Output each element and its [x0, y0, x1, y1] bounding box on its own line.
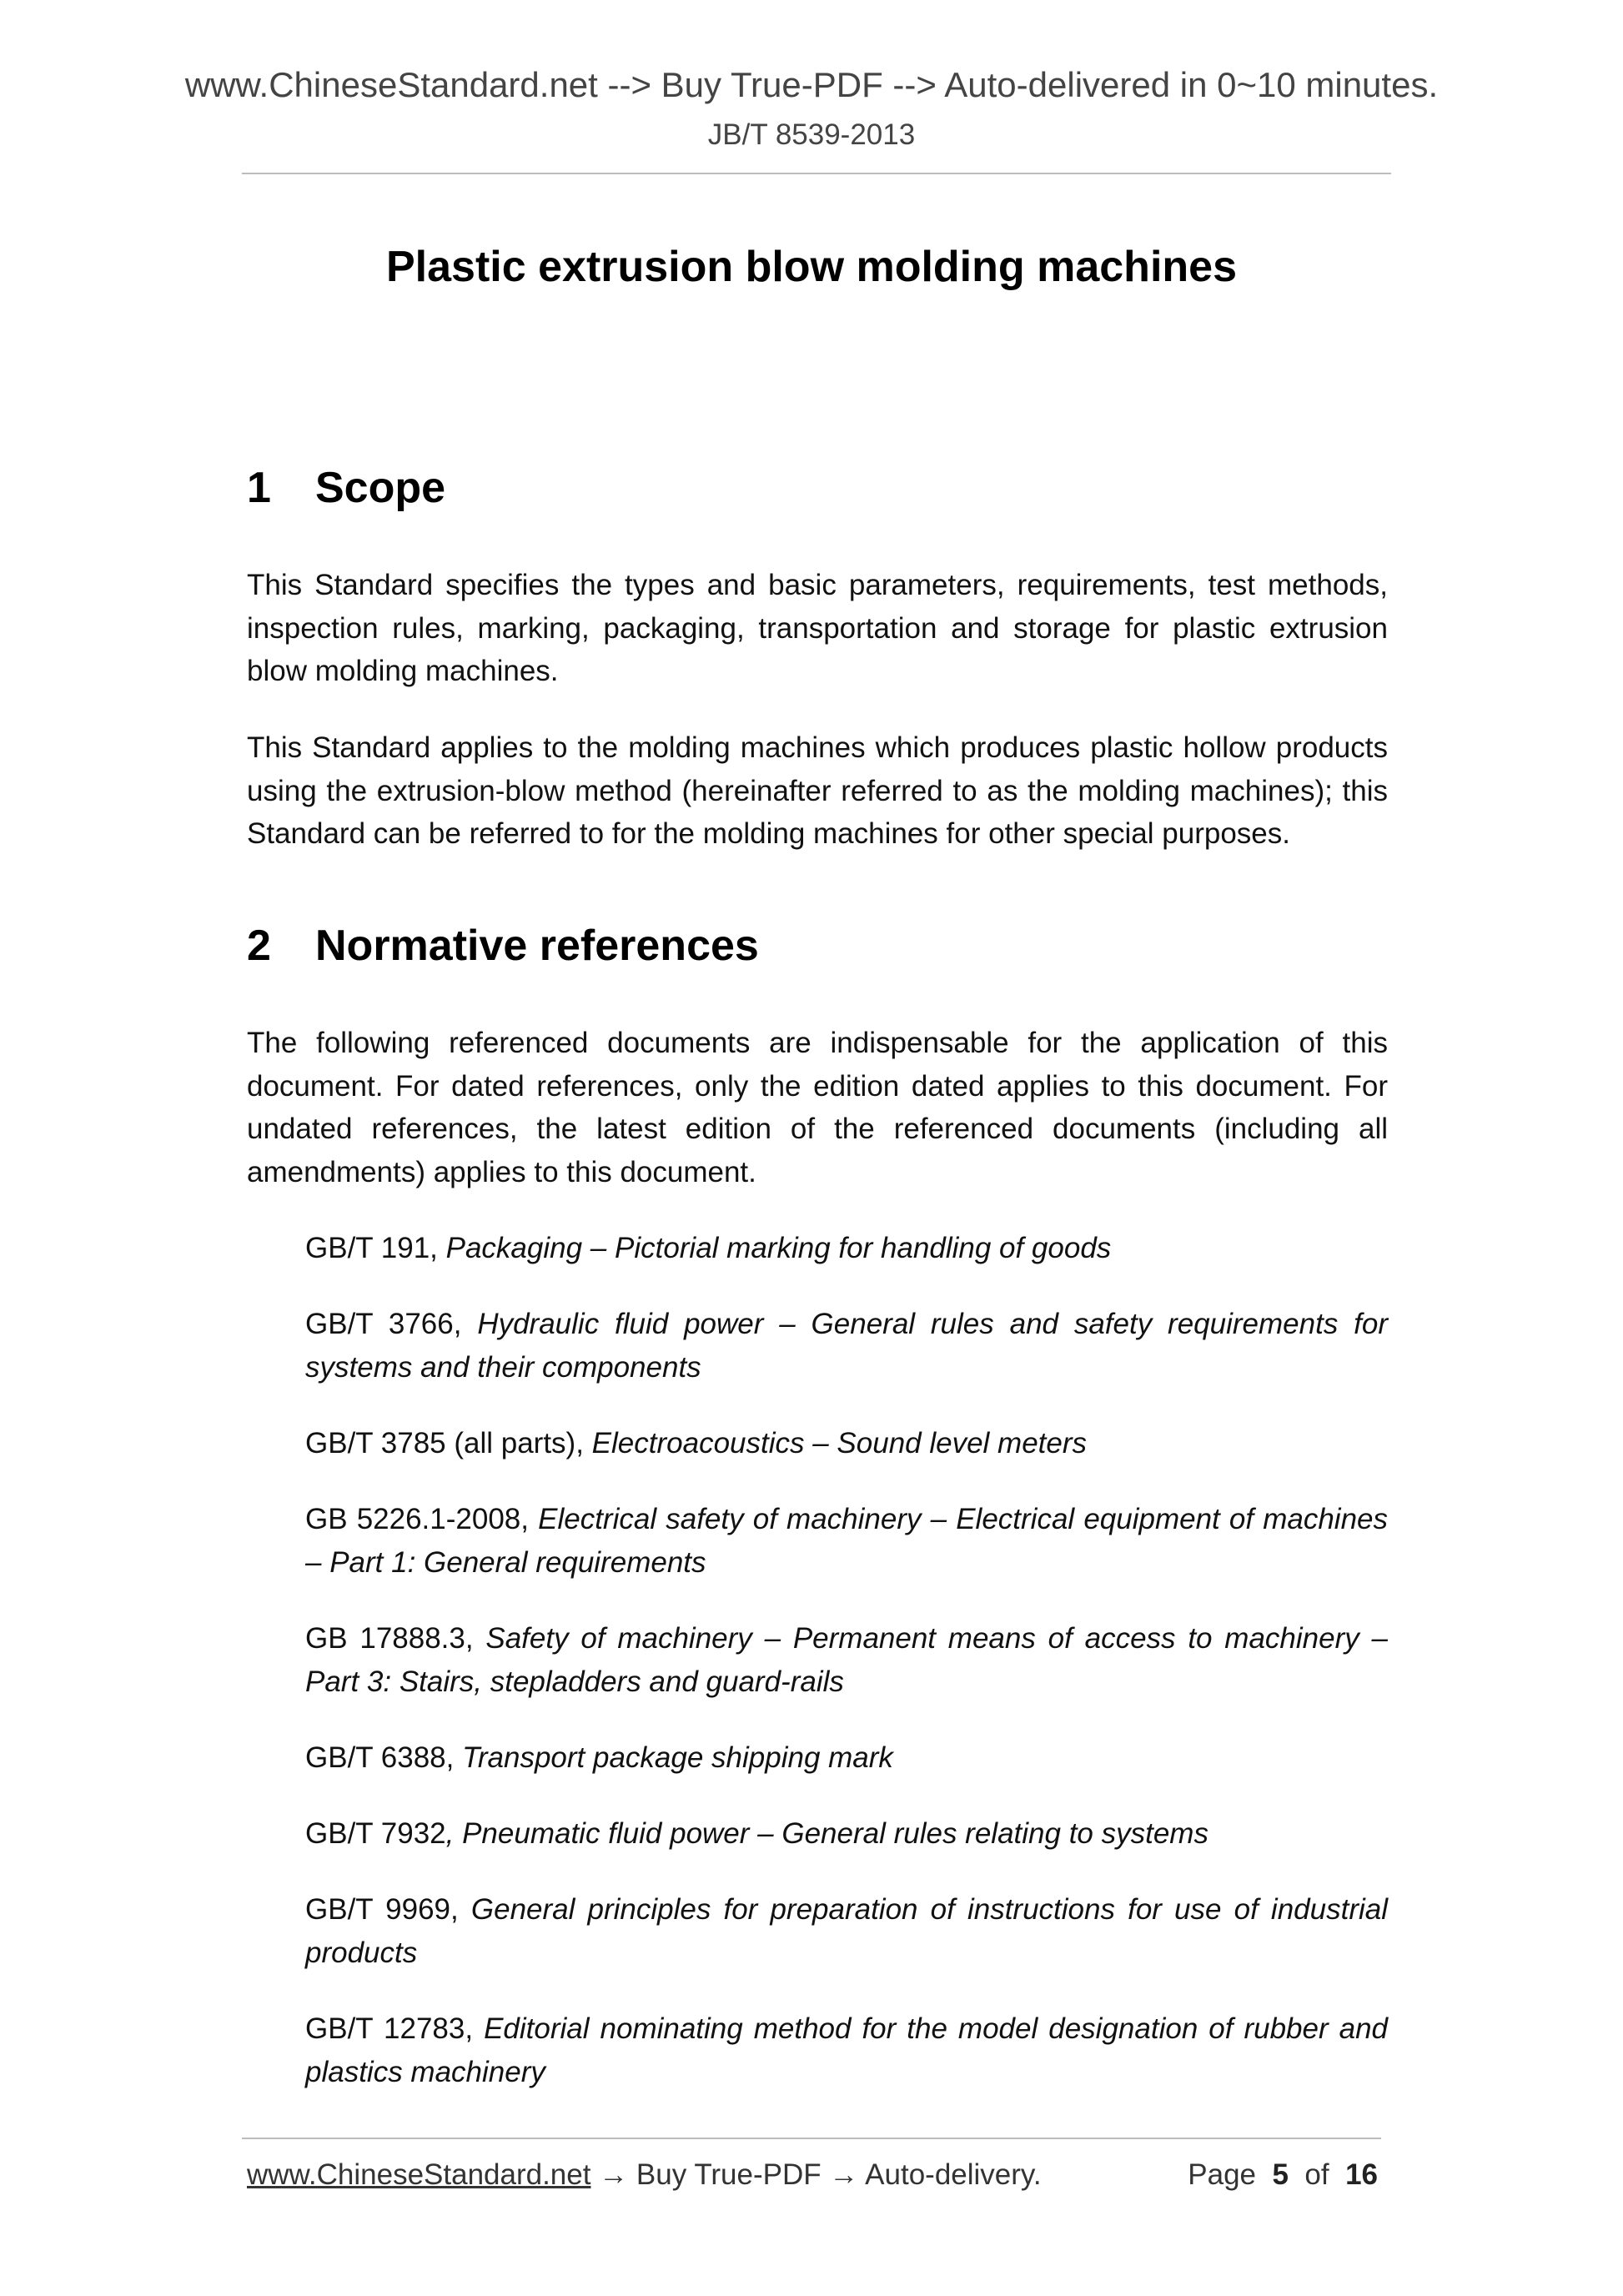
reference-item [305, 1617, 1388, 1703]
reference-title: Safety of machinery – Permanent means of access to machinery – Part 3: Stairs, stepladders and guard-rails [305, 1622, 1388, 1698]
total-pages: 16 [1345, 2158, 1378, 2191]
document-title: Plastic extrusion blow molding machines [386, 243, 1237, 291]
section-title: Normative references [315, 922, 759, 970]
section-title: Scope [315, 464, 446, 512]
section-number: 1 [247, 464, 271, 512]
reference-title: Transport package shipping mark [462, 1741, 893, 1774]
page-indicator [1188, 2158, 1378, 2192]
reference-code: GB/T 191, [305, 1232, 446, 1264]
footer-divider [242, 2138, 1381, 2139]
footer-promo [247, 2158, 1042, 2192]
footer-site-link[interactable]: www.ChineseStandard.net [247, 2158, 591, 2191]
reference-item [305, 1303, 1388, 1389]
header-standard-number: JB/T 8539-2013 [707, 118, 916, 151]
page-label: Page [1188, 2158, 1257, 2191]
reference-title: Hydraulic fluid power – General rules and safety requirements for systems and their components [305, 1308, 1388, 1384]
current-page: 5 [1272, 2158, 1289, 2191]
reference-code: GB/T 6388, [305, 1741, 463, 1774]
scope-paragraph-1: This Standard specifies the types and basic parameters, requirements, test methods, inspection rules, marking, packaging, transportation and storage for plastic extrusion blow molding machines. [247, 569, 1388, 687]
reference-title: General principles for preparation of instructions for use of industrial products [305, 1893, 1388, 1969]
section-number: 2 [247, 922, 271, 970]
section-2-heading [247, 921, 759, 971]
reference-item [305, 1736, 1388, 1780]
reference-item [305, 1812, 1388, 1856]
footer-promo-text: → Buy True-PDF → Auto-delivery. [590, 2158, 1042, 2191]
of-label: of [1304, 2158, 1329, 2191]
scope-paragraph-2: This Standard applies to the molding machines which produces plastic hollow products using the extrusion-blow method (hereinafter referred to as the molding machines); this Standard can be referred to for the molding machines for other special purposes. [247, 731, 1388, 850]
reference-code: GB 5226.1-2008, [305, 1503, 539, 1535]
reference-item [305, 1498, 1388, 1584]
section-1-heading [247, 463, 445, 513]
reference-title: , Pneumatic fluid power – General rules relating to systems [445, 1817, 1208, 1850]
reference-code: GB/T 7932 [305, 1817, 446, 1850]
header-promo: www.ChineseStandard.net --> Buy True-PDF --> Auto-delivered in 0~10 minutes. [184, 65, 1439, 104]
reference-title: Packaging – Pictorial marking for handling of goods [445, 1232, 1112, 1264]
reference-code: GB/T 9969, [305, 1893, 471, 1926]
reference-code: GB/T 3766, [305, 1308, 478, 1340]
reference-code: GB 17888.3, [305, 1622, 486, 1655]
reference-item [305, 1422, 1388, 1465]
reference-code: GB/T 3785 (all parts), [305, 1427, 592, 1459]
header-divider [242, 173, 1391, 174]
reference-item [305, 2007, 1388, 2093]
references-intro-paragraph: The following referenced documents are indispensable for the application of this document. For dated references, only the edition dated applies to this document. For undated references, the latest edition of the referenced documents (including all amendments) applies to this document. [247, 1027, 1388, 1188]
reference-title: Electroacoustics – Sound level meters [591, 1427, 1088, 1459]
reference-item [305, 1227, 1388, 1270]
reference-item [305, 1888, 1388, 1974]
reference-title: Electrical safety of machinery – Electrical equipment of machines – Part 1: General requirements [305, 1503, 1389, 1579]
reference-title: Editorial nominating method for the model designation of rubber and plastics machinery [305, 2012, 1389, 2088]
reference-code: GB/T 12783, [305, 2012, 485, 2045]
